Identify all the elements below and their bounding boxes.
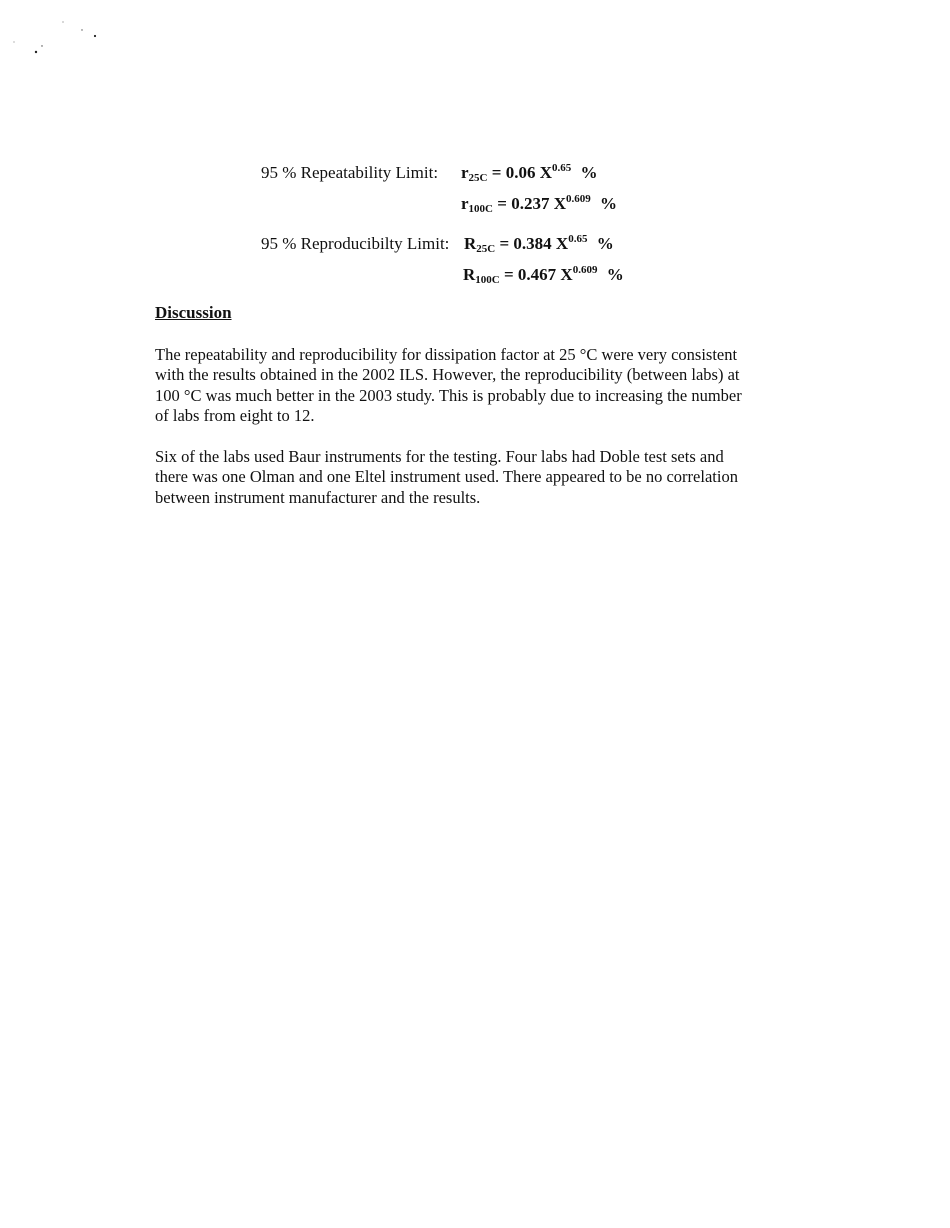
paragraph-line: with the results obtained in the 2002 ILS. However, the reproducibility (between labs) at	[155, 365, 740, 385]
eq-subscript: 25C	[468, 172, 488, 184]
eq-unit: %	[599, 194, 617, 213]
eq-symbol: R	[464, 234, 477, 253]
eq-coefficient: 0.06 X	[505, 163, 552, 182]
eq-equals: =	[497, 194, 507, 213]
eq-coefficient: 0.237 X	[511, 194, 566, 213]
reproducibility-eq-100c	[463, 265, 624, 285]
paragraph-line: there was one Olman and one Eltel instrument used. There appeared to be no correlation	[155, 467, 738, 487]
eq-exponent: 0.65	[551, 162, 572, 174]
repeatability-eq-100c	[461, 194, 617, 214]
reproducibility-eq-25c	[464, 234, 614, 254]
discussion-paragraph-2	[155, 447, 795, 508]
eq-equals: =	[491, 163, 502, 182]
paragraph-line: Six of the labs used Baur instruments for the testing. Four labs had Doble test sets and	[155, 447, 724, 466]
eq-equals: =	[499, 234, 510, 253]
repeatability-eq-25c	[461, 163, 597, 183]
eq-coefficient: 0.384 X	[513, 234, 569, 253]
paragraph-line: 100 °C was much better in the 2003 study. This is probably due to increasing the number	[155, 385, 742, 405]
discussion-heading: Discussion	[155, 303, 232, 322]
eq-equals: =	[503, 265, 514, 284]
paragraph-line: The repeatability and reproducibility for dissipation factor at 25 °C were very consistent	[155, 345, 738, 364]
scan-specks	[0, 0, 120, 70]
eq-exponent: 0.65	[568, 233, 588, 245]
eq-exponent: 0.609	[565, 193, 591, 205]
eq-subscript: 100C	[475, 274, 500, 286]
discussion-paragraph-1	[155, 345, 795, 426]
eq-subscript: 100C	[468, 203, 493, 215]
reproducibility-limit-label: 95 % Reproducibilty Limit:	[261, 234, 450, 253]
eq-symbol: r	[461, 163, 469, 182]
eq-subscript: 25C	[476, 243, 496, 255]
paragraph-line: between instrument manufacturer and the results.	[155, 487, 481, 507]
eq-unit: %	[606, 265, 624, 284]
eq-exponent: 0.609	[572, 264, 598, 276]
eq-unit: %	[580, 163, 598, 182]
eq-symbol: r	[461, 194, 469, 213]
repeatability-limit-label: 95 % Repeatability Limit:	[261, 163, 439, 182]
eq-symbol: R	[463, 265, 476, 284]
eq-coefficient: 0.467 X	[517, 265, 573, 284]
paragraph-line: of labs from eight to 12.	[155, 405, 315, 425]
eq-unit: %	[596, 234, 614, 253]
